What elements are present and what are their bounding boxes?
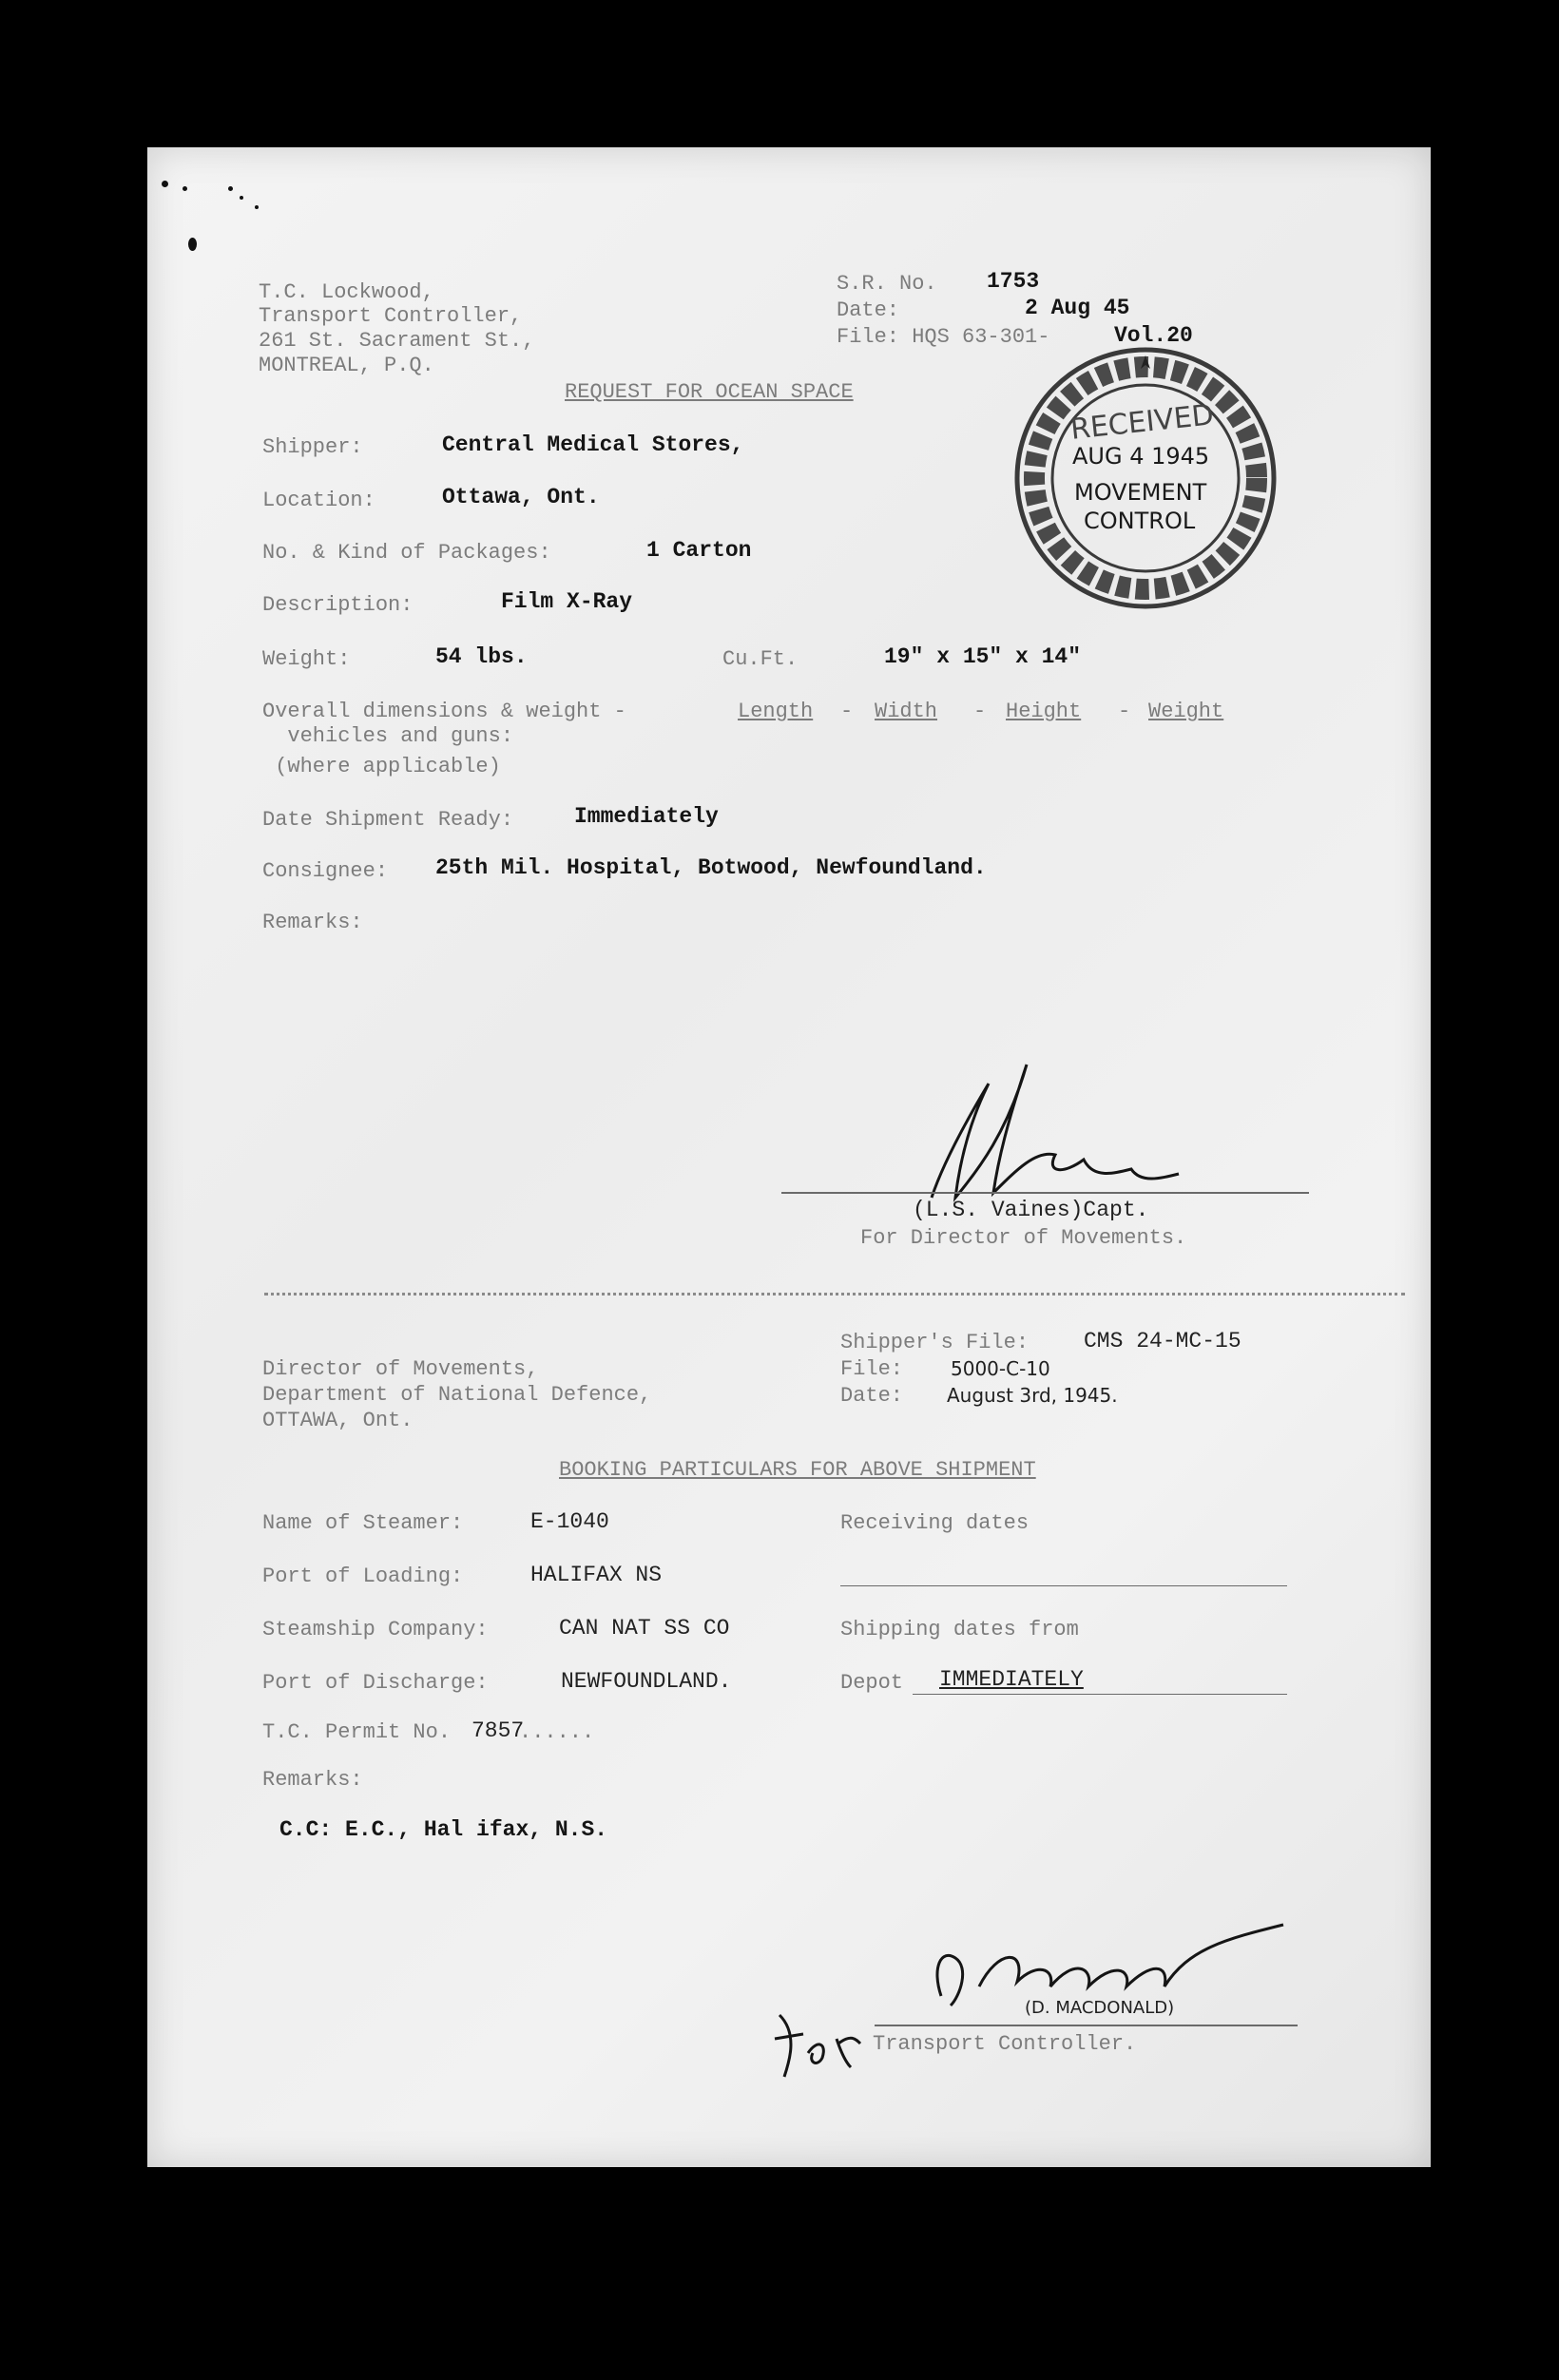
sr-no-value: 1753 [987, 269, 1040, 294]
addressee-line-2: Transport Controller, [259, 304, 523, 328]
ready-value: Immediately [574, 804, 719, 829]
receiving-line [840, 1585, 1287, 1586]
ink-speck [188, 238, 197, 251]
consignee-value: 25th Mil. Hospital, Botwood, Newfoundland. [435, 855, 987, 880]
ink-speck [255, 205, 259, 209]
overall-weight: Weight [1148, 700, 1224, 723]
signer-title: For Director of Movements. [860, 1226, 1187, 1250]
overall-sep-2: - [973, 700, 987, 723]
stamp-control: CONTROL [1084, 508, 1196, 534]
signature-vaines-icon [903, 1055, 1217, 1207]
booking-date-value: August 3rd, 1945. [947, 1384, 1118, 1407]
dimensions-value: 19" x 15" x 14" [884, 644, 1082, 669]
transport-controller-title: Transport Controller. [873, 2032, 1137, 2056]
description-value: Film X-Ray [501, 589, 633, 614]
signer-name: (L.S. Vaines)Capt. [913, 1198, 1149, 1222]
shipper-file-value: CMS 24-MC-15 [1084, 1329, 1241, 1353]
weight-value: 54 lbs. [435, 644, 528, 669]
booking-title: BOOKING PARTICULARS FOR ABOVE SHIPMENT [559, 1458, 1036, 1482]
stamp-date: AUG 4 1945 [1072, 443, 1210, 470]
loading-value: HALIFAX NS [530, 1563, 663, 1587]
file-volume: Vol.20 [1114, 323, 1193, 348]
overall-label: Overall dimensions & weight - [262, 700, 640, 723]
signature-line-1 [781, 1192, 1309, 1194]
signature-line-2 [875, 2025, 1298, 2026]
shipper-file-label: Shipper's File: [840, 1331, 1030, 1354]
booking-remarks-label: Remarks: [262, 1768, 363, 1792]
stamp-movement: MOVEMENT [1074, 479, 1207, 506]
overall-width: Width [875, 700, 938, 723]
cuft-label: Cu.Ft. [722, 647, 799, 671]
date-value: 2 Aug 45 [1025, 296, 1130, 320]
remarks-label: Remarks: [262, 911, 363, 934]
company-value: CAN NAT SS CO [559, 1616, 730, 1641]
handwritten-for-icon [770, 2006, 865, 2082]
ink-speck [162, 181, 168, 187]
overall-length: Length [738, 700, 814, 723]
depot-label: Depot [840, 1671, 904, 1695]
stamp-received: RECEIVED [1068, 398, 1216, 447]
overall-sep-3: - [1118, 700, 1131, 723]
booking-file-label: File: [840, 1357, 904, 1381]
booking-addressee-1: Director of Movements, [262, 1357, 539, 1381]
ink-speck [228, 186, 233, 191]
overall-height: Height [1006, 700, 1082, 723]
location-label: Location: [262, 489, 375, 512]
booking-addressee-3: OTTAWA, Ont. [262, 1409, 414, 1432]
addressee-line-4: MONTREAL, P.Q. [259, 354, 434, 377]
addressee-line-3: 261 St. Sacrament St., [259, 329, 535, 353]
booking-addressee-2: Department of National Defence, [262, 1383, 652, 1407]
date-label: Date: [837, 298, 900, 322]
received-stamp-icon [1008, 340, 1283, 616]
permit-value: 7857 [472, 1718, 525, 1743]
shipper-value: Central Medical Stores, [442, 432, 744, 457]
shipping-label: Shipping dates from [840, 1618, 1079, 1641]
discharge-value: NEWFOUNDLAND. [561, 1669, 732, 1694]
company-label: Steamship Company: [262, 1618, 489, 1641]
loading-label: Port of Loading: [262, 1564, 464, 1588]
weight-label: Weight: [262, 647, 351, 671]
depot-line [913, 1694, 1287, 1695]
booking-file-value: 5000-C-10 [951, 1357, 1050, 1380]
section-separator [264, 1293, 1405, 1296]
carbon-copy: C.C: E.C., Hal ifax, N.S. [279, 1817, 608, 1842]
request-title: REQUEST FOR OCEAN SPACE [565, 380, 854, 404]
addressee-line-1: T.C. Lockwood, [259, 280, 434, 304]
signer-macdonald: (D. MACDONALD) [1025, 1998, 1175, 2018]
discharge-label: Port of Discharge: [262, 1671, 489, 1695]
ink-speck [240, 196, 243, 200]
sr-no-label: S.R. No. [837, 272, 937, 296]
depot-value: IMMEDIATELY [939, 1667, 1084, 1692]
file-label: File: HQS 63-301- [837, 325, 1050, 349]
packages-label: No. & Kind of Packages: [262, 541, 551, 565]
permit-dots: ...... [519, 1720, 595, 1744]
location-value: Ottawa, Ont. [442, 485, 600, 509]
ready-label: Date Shipment Ready: [262, 808, 514, 832]
description-label: Description: [262, 593, 414, 617]
overall-line-3: (where applicable) [262, 755, 501, 778]
shipper-label: Shipper: [262, 435, 363, 459]
booking-date-label: Date: [840, 1384, 904, 1408]
overall-sep-1: - [840, 700, 854, 723]
steamer-label: Name of Steamer: [262, 1511, 464, 1535]
permit-label: T.C. Permit No. [262, 1720, 452, 1744]
overall-line-2: vehicles and guns: [262, 724, 514, 748]
ink-speck [183, 186, 187, 191]
steamer-value: E-1040 [530, 1509, 609, 1534]
packages-value: 1 Carton [646, 538, 752, 563]
receiving-label: Receiving dates [840, 1511, 1030, 1535]
consignee-label: Consignee: [262, 859, 389, 883]
